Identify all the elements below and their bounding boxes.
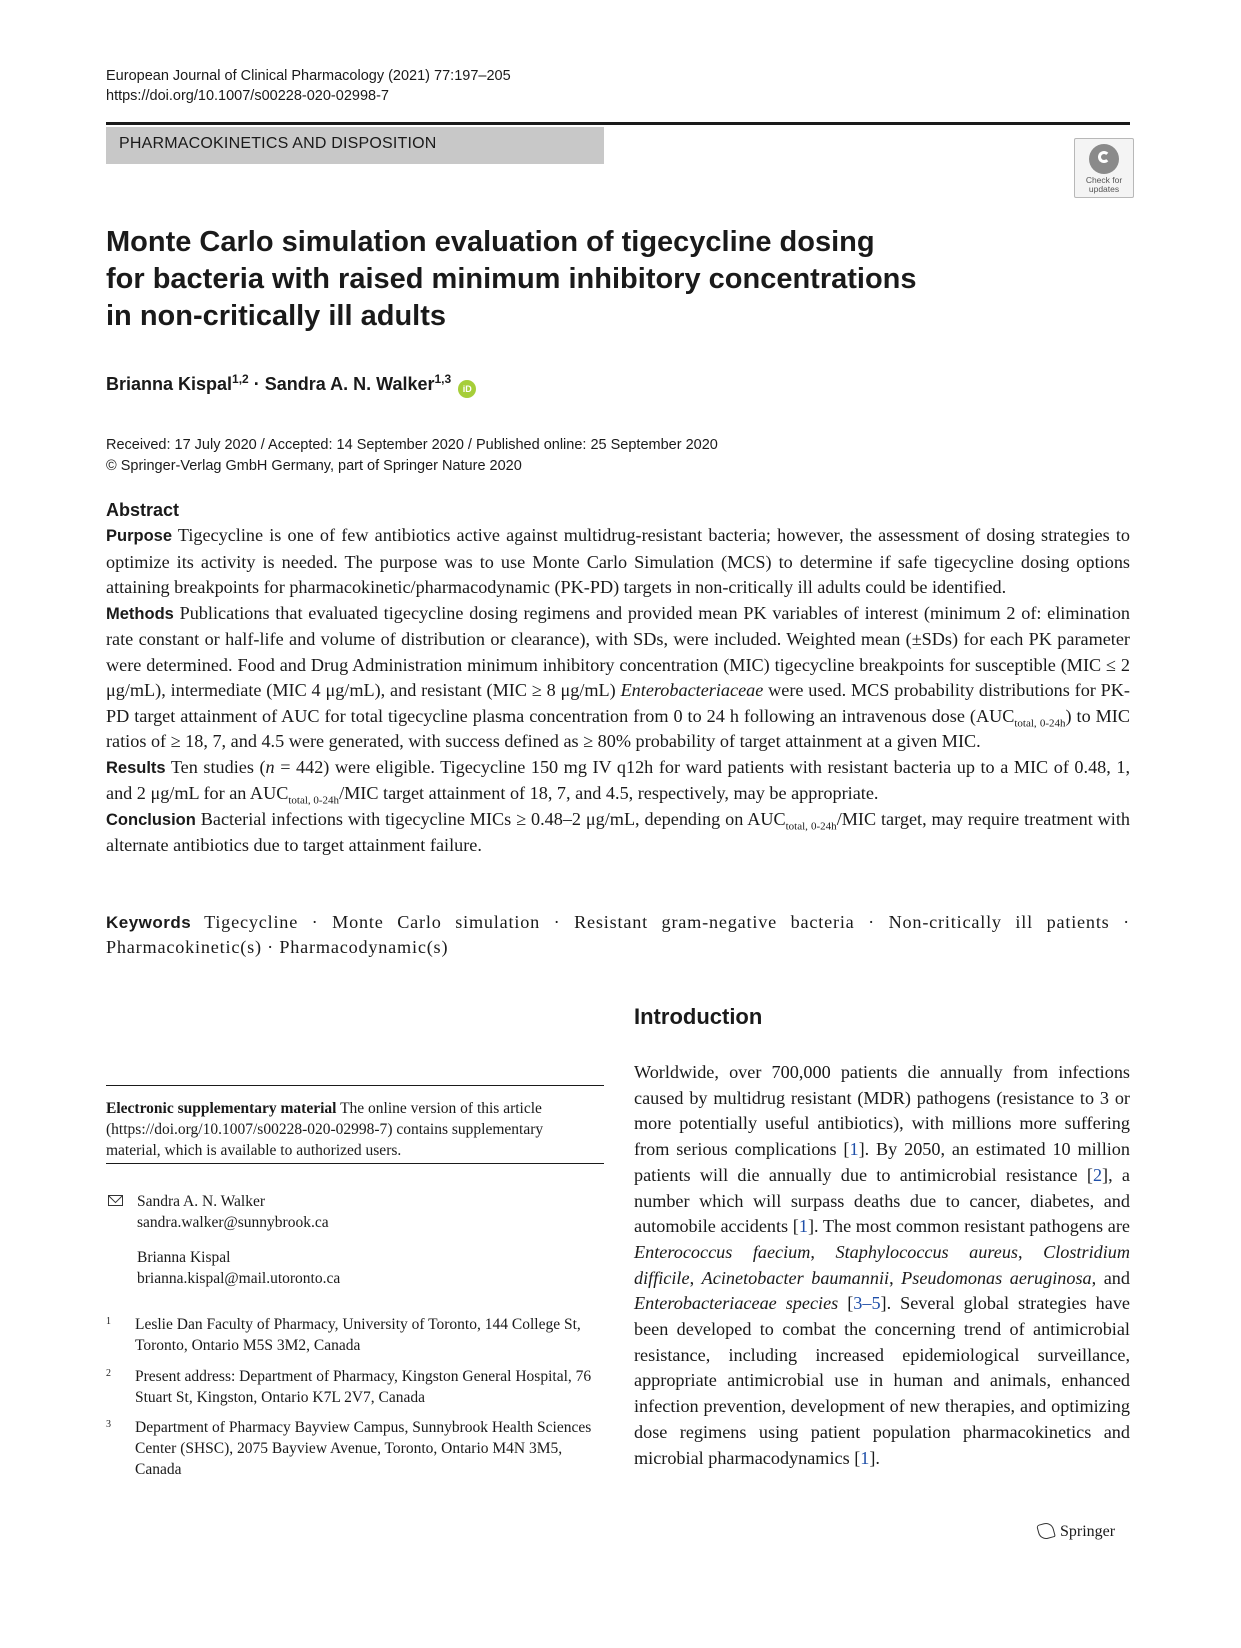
contact-email[interactable]: brianna.kispal@mail.utoronto.ca <box>137 1270 341 1287</box>
doi-link[interactable]: https://doi.org/10.1007/s00228-020-02998-7 <box>106 88 389 104</box>
contact-name: Sandra A. N. Walker <box>137 1193 266 1210</box>
abstract-section <box>106 500 1130 859</box>
section-label: PHARMACOKINETICS AND DISPOSITION <box>119 135 437 152</box>
orcid-icon[interactable]: iD <box>458 380 476 398</box>
methods-label: Methods <box>106 604 174 623</box>
results-n: n <box>265 756 275 777</box>
article-title: Monte Carlo simulation evaluation of tigecycline dosing for bacteria with raised minimum inhibitory concentrations in non-critically ill adults <box>106 226 917 332</box>
methods-text: were used. MCS probability distributions for PK-PD target attainment of AUC for total tigecycline plasma concentration from 0 to 24 h following an intravenous dose (AUC <box>106 680 1130 726</box>
history-dates: Received: 17 July 2020 / Accepted: 14 September 2020 / Published online: 25 September 2020 <box>106 437 718 453</box>
introduction-heading: Introduction <box>634 1004 763 1029</box>
affiliation-text: Present address: Department of Pharmacy, Kingston General Hospital, 76 Stuart St, Kingston, Ontario K7L 2V7, Canada <box>135 1368 592 1406</box>
results-text: /MIC target attainment of 18, 7, and 4.5, respectively, may be appropriate. <box>339 783 879 803</box>
purpose-label: Purpose <box>106 527 173 545</box>
methods-organism: Enterobacteriaceae <box>620 680 764 700</box>
conclusion-label: Conclusion <box>106 810 196 829</box>
organism-name: Pseudomonas aeruginosa <box>901 1267 1092 1288</box>
author-list <box>106 372 476 398</box>
results-label: Results <box>106 758 166 777</box>
check-updates-icon <box>1089 144 1119 174</box>
publisher-logo <box>1038 1523 1115 1541</box>
auc-subscript: total, 0-24h <box>1014 717 1066 730</box>
affiliation-text: Department of Pharmacy Bayview Campus, Sunnybrook Health Sciences Center (SHSC), 2075 Bayview Avenue, Toronto, Ontario M4N 3M5, Canada <box>135 1419 592 1478</box>
keywords-label: Keywords <box>106 913 192 932</box>
citation-link[interactable]: 3–5 <box>853 1293 881 1314</box>
footnote-rule <box>106 1085 604 1086</box>
introduction-body: Worldwide, over 700,000 patients die annually from infections caused by multidrug resistant (MDR) pathogens (resistance to 3 or more potentially useful antibiotics), with millions more suffering from serious complications [1]. By 2050, an estimated 10 million patients will die annually due to antimicrobial resistance [2], a number which will surpass deaths due to cancer, diabetes, and automobile accidents [1]. The most common resistant pathogens are Enterococcus faecium, Staphylococcus aureus, Clostridium difficile, Acinetobacter baumannii, Pseudomonas aeruginosa, and Enterobacteriaceae species [3–5]. Several global strategies have been developed to combat the concerning trend of antimicrobial resistance, including increased epidemiological surveillance, appropriate antimicrobial use in human and animals, enhanced infection prevention, development of new therapies, and optimizing dose regimens using patient population pharmacokinetics and microbial pharmacodynamics [1]. <box>634 1062 1130 1468</box>
citation-link[interactable]: 1 <box>849 1139 859 1160</box>
results-text: Ten studies ( <box>170 756 266 777</box>
check-updates-label: Check for updates <box>1085 175 1123 194</box>
corresponding-contacts <box>137 1191 340 1289</box>
organism-name: Enterococcus faecium <box>634 1241 811 1262</box>
supplement-label: Electronic supplementary material <box>106 1100 337 1117</box>
conclusion-text: /MIC target, may require treatment with alternate antibiotics due to target attainment failure. <box>106 808 1130 855</box>
citation-link[interactable]: 2 <box>1092 1164 1103 1185</box>
journal-header <box>106 66 511 106</box>
author-affiliation-ref: 1,3 <box>434 372 452 386</box>
citation-link[interactable]: 1 <box>798 1216 808 1237</box>
affiliation-number: 2 <box>106 1368 111 1379</box>
conclusion-text: Bacterial infections with tigecycline MICs ≥ 0.48–2 μg/mL, depending on AUC <box>200 808 786 829</box>
organism-name: Enterobacteriaceae species <box>634 1293 839 1314</box>
auc-subscript: total, 0-24h <box>785 820 837 833</box>
publication-dates <box>106 435 718 477</box>
affiliation-number: 3 <box>106 1419 111 1430</box>
supplement-text: The online version of this article ( <box>106 1100 542 1138</box>
methods-text: Publications that evaluated tigecycline dosing regimens and provided mean PK variables of interest (minimum 2 of: elimination rate constant or half-life and volume of distribution or clearance), with SDs, were included. Weighted mean (±SDs) for each PK parameter were determined. Food and Drug Administration minimum inhibitory concentration (MIC) tigecycline breakpoints for susceptible (MIC ≤ 2 μg/mL), intermediate (MIC 4 μg/mL), and resistant (MIC ≥ 8 μg/mL) <box>106 602 1131 700</box>
organism-name: Acinetobacter baumannii <box>701 1267 890 1288</box>
purpose-text: Tigecycline is one of few antibiotics active against multidrug-resistant bacteria; however, the assessment of dosing strategies to optimize its activity is needed. The purpose was to use Monte Carlo Simulation (MCS) to determine if safe tigecycline dosing options attaining breakpoints for pharmacokinetic/pharmacodynamic (PK-PD) targets in non-critically ill adults could be identified. <box>106 525 1130 597</box>
check-for-updates-badge[interactable] <box>1074 138 1134 198</box>
publisher-name: Springer <box>1060 1523 1116 1540</box>
copyright-line: © Springer-Verlag GmbH Germany, part of Springer Nature 2020 <box>106 458 522 474</box>
section-band <box>106 127 604 164</box>
supplement-link[interactable]: https://doi.org/10.1007/s00228-020-02998-7 <box>111 1121 388 1138</box>
affiliation-number: 1 <box>106 1316 111 1327</box>
supplementary-note <box>106 1098 598 1161</box>
author-separator: · <box>253 374 260 394</box>
journal-citation: European Journal of Clinical Pharmacology (2021) 77:197–205 <box>106 68 511 84</box>
footnote-rule <box>106 1163 604 1164</box>
abstract-heading: Abstract <box>106 500 180 520</box>
top-rule <box>106 122 1130 125</box>
keywords-list: Tigecycline · Monte Carlo simulation · Resistant gram-negative bacteria · Non-critically ill patients · Pharmacokinetic(s) · Pharmacodynamic(s) <box>106 912 1131 957</box>
keywords <box>106 910 1130 960</box>
affiliation-text: Leslie Dan Faculty of Pharmacy, University of Toronto, 144 College St, Toronto, Ontario M5S 3M2, Canada <box>135 1316 581 1354</box>
methods-text: ) to MIC ratios of ≥ 18, 7, and 4.5 were generated, with success defined as ≥ 80% probability of target attainment at a given MIC. <box>106 705 1130 751</box>
contact-name: Brianna Kispal <box>137 1249 231 1266</box>
author-name[interactable]: Brianna Kispal <box>106 374 233 394</box>
contact-email[interactable]: sandra.walker@sunnybrook.ca <box>137 1214 329 1231</box>
organism-name: Staphylococcus aureus <box>835 1241 1018 1262</box>
organism-name: Clostridium difficile <box>634 1241 1130 1288</box>
envelope-icon <box>108 1195 123 1206</box>
citation-link[interactable]: 1 <box>860 1447 870 1468</box>
auc-subscript: total, 0-24h <box>288 794 340 807</box>
abstract-body <box>106 523 1130 859</box>
author-affiliation-ref: 1,2 <box>232 372 249 386</box>
author-name[interactable]: Sandra A. N. Walker <box>264 374 435 394</box>
results-text: = 442) were eligible. Tigecycline 150 mg IV q12h for ward patients with resistant bacteria up to a MIC of 0.48, 1, and 2 μg/mL for an AUC <box>106 756 1131 803</box>
supplement-text: ) contains supplementary material, which is available to authorized users. <box>106 1121 544 1159</box>
springer-horse-icon <box>1036 1521 1056 1541</box>
